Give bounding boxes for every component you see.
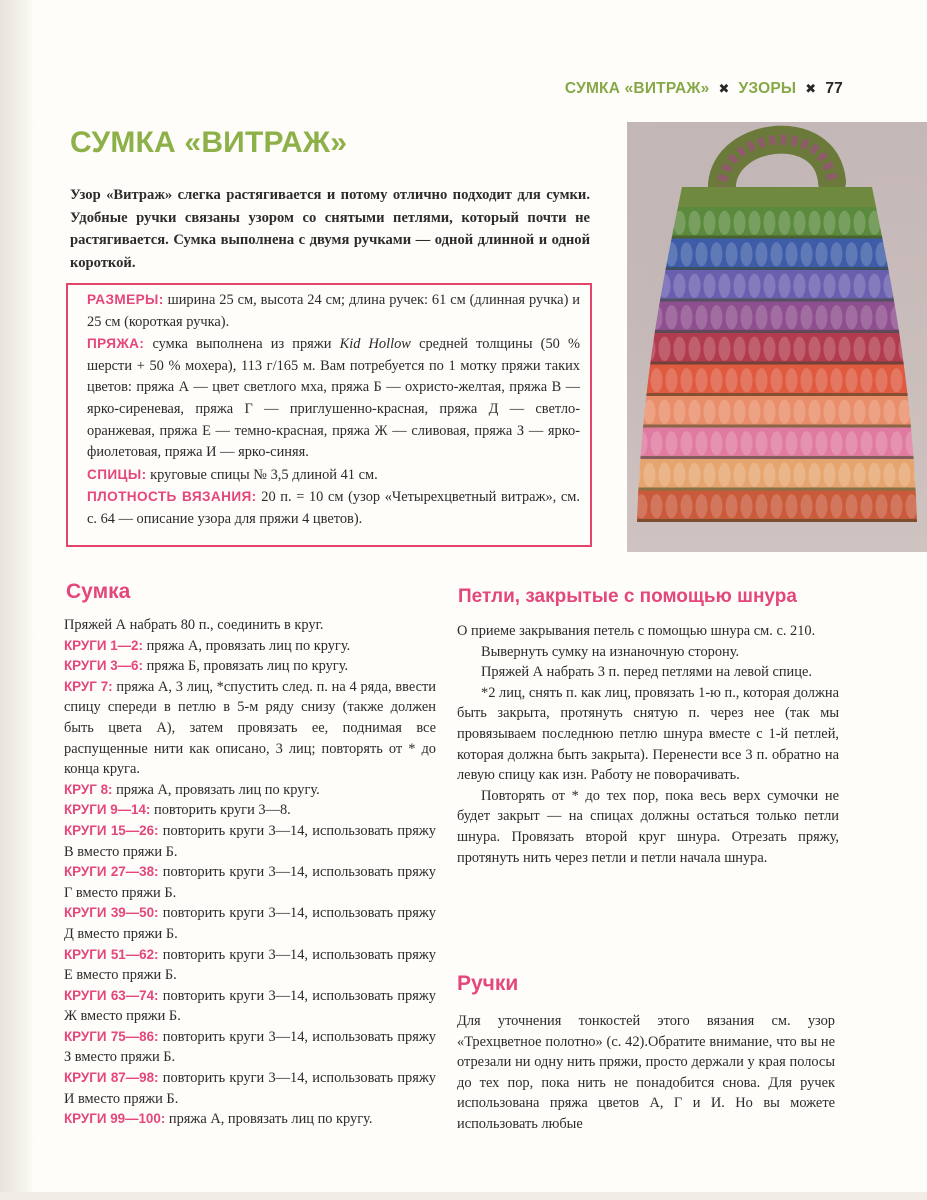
specs-box xyxy=(66,283,592,547)
spec-sizes xyxy=(87,289,580,333)
running-header xyxy=(565,77,843,101)
spec-needles xyxy=(87,464,580,487)
round-label: КРУГИ 51—62: xyxy=(64,946,159,962)
cord-instructions xyxy=(457,621,839,868)
separator-icon: ✖ xyxy=(805,81,817,96)
rounds-list xyxy=(64,636,436,1130)
round-row xyxy=(64,636,436,657)
cord-paragraph: Вывернуть сумку на изнаночную сторону. xyxy=(481,643,740,660)
bag-intro: Пряжей А набрать 80 п., соединить в круг. xyxy=(64,617,324,633)
cord-paragraph: *2 лиц, снять п. как лиц, провязать 1-ю п., которая должна быть закрыта, протянуть снятую п. через нее (так мы провязываем последнюю петлю шнура вместе с 1-й петлей, которая должна быть закрыта). Перенести все 3 п. обратно на левую спицу как изн. Работу не поворачивать. xyxy=(457,684,839,784)
round-row xyxy=(64,1109,436,1130)
round-row xyxy=(64,1068,436,1109)
round-row xyxy=(64,862,436,903)
round-row xyxy=(64,780,436,801)
handles-instructions xyxy=(457,1011,835,1135)
page-title: СУМКА «ВИТРАЖ» xyxy=(70,126,348,159)
round-label: КРУГИ 63—74: xyxy=(64,987,159,1003)
round-label: КРУГ 8: xyxy=(64,781,113,797)
spec-yarn-text-after: средней толщины (50 % шерсти + 50 % мохера), 113 г/165 м. Вам потребуется по 1 мотку пряжи таких цветов: пряжа А — цвет светлого мха, пряжа Б — охристо-желтая, пряжа В — ярко-сиреневая, пряжа Г — приглушенно-красная, пряжа Д — светло-оранжевая, пряжа Е — темно-красная, пряжа Ж — сливовая, пряжа З — ярко-фиолетовая, пряжа И — ярко-синяя. xyxy=(87,336,580,461)
spec-yarn-label: ПРЯЖА: xyxy=(87,336,145,352)
round-text: повторить круги 3—14, использовать пряжу Г вместо пряжи Б. xyxy=(64,864,436,901)
round-row xyxy=(64,677,436,780)
spec-gauge-text: 20 п. = 10 см (узор «Четырехцветный витраж», см. с. 64 — описание узора для пряжи 4 цветов). xyxy=(87,489,580,527)
running-header-section: СУМКА «ВИТРАЖ» xyxy=(564,80,710,97)
bag-instructions xyxy=(64,615,436,1130)
spec-needles-text: круговые спицы № 3,5 длиной 41 см. xyxy=(150,466,378,483)
round-label: КРУГИ 27—38: xyxy=(64,864,159,880)
round-label: КРУГИ 99—100: xyxy=(64,1111,166,1127)
separator-icon: ✖ xyxy=(718,81,730,96)
running-header-chapter: УЗОРЫ xyxy=(738,80,797,97)
cord-section-title: Петли, закрытые с помощью шнура xyxy=(458,586,797,607)
round-label: КРУГИ 87—98: xyxy=(64,1070,159,1086)
spec-gauge xyxy=(87,486,580,530)
page-gutter-shadow xyxy=(0,0,34,1200)
round-text: пряжа А, провязать лиц по кругу. xyxy=(146,637,351,654)
round-text: повторить круги 3—14, использовать пряжу Д вместо пряжи Б. xyxy=(64,905,436,942)
handles-section-title: Ручки xyxy=(457,972,519,995)
round-row xyxy=(64,1027,436,1068)
round-row xyxy=(64,903,436,944)
bag-body xyxy=(627,177,927,522)
spec-yarn xyxy=(87,333,580,464)
spec-yarn-brand: Kid Hollow xyxy=(339,336,411,353)
round-text: повторить круги 3—14, использовать пряжу Ж вместо пряжи Б. xyxy=(64,987,436,1025)
round-label: КРУГИ 9—14: xyxy=(64,802,151,818)
round-text: пряжа А, провязать лиц по кругу. xyxy=(116,781,320,798)
round-text: повторить круги 3—14, использовать пряжу Е вместо пряжи Б. xyxy=(64,946,436,984)
round-label: КРУГ 7: xyxy=(64,678,113,694)
cord-paragraph: Пряжей А набрать 3 п. перед петлями на левой спице. xyxy=(481,664,812,681)
spec-sizes-label: РАЗМЕРЫ: xyxy=(87,292,164,307)
round-label: КРУГИ 15—26: xyxy=(64,822,159,838)
round-row xyxy=(64,986,436,1027)
cord-paragraph: О приеме закрывания петель с помощью шнура см. с. 210. xyxy=(457,623,816,639)
cord-paragraph: Повторять от * до тех пор, пока весь верх сумочки не будет закрыт — на спицах должны остаться только петли шнура. Провязать второй круг шнура. Отрезать пряжу, протянуть нить через петли и петли начала шнура. xyxy=(457,787,839,866)
page-bottom-edge xyxy=(0,1192,927,1200)
round-text: повторить круги 3—8. xyxy=(154,802,291,819)
round-label: КРУГИ 39—50: xyxy=(64,905,159,921)
intro-paragraph: Узор «Витраж» слегка растягивается и потому отлично подходит для сумки. Удобные ручки связаны узором со снятыми петлями, который почти не растягивается. Сумка выполнена с двумя ручками — одной длинной и одной короткой. xyxy=(70,187,590,271)
spec-needles-label: СПИЦЫ: xyxy=(87,466,147,482)
bag-section-title: Сумка xyxy=(66,580,131,603)
round-label: КРУГИ 3—6: xyxy=(64,658,143,674)
round-text: пряжа А, провязать лиц по кругу. xyxy=(168,1111,373,1128)
spec-sizes-text: ширина 25 см, высота 24 см; длина ручек: 61 см (длинная ручка) и 25 см (короткая ручка). xyxy=(87,292,580,330)
knitted-bag-icon xyxy=(627,122,927,552)
page-number: 77 xyxy=(825,80,843,97)
spec-gauge-label: ПЛОТНОСТЬ ВЯЗАНИЯ: xyxy=(87,489,257,505)
spec-yarn-text-before: сумка выполнена из пряжи xyxy=(152,336,332,353)
round-label: КРУГИ 1—2: xyxy=(64,637,143,653)
round-text: повторить круги 3—14, использовать пряжу З вместо пряжи Б. xyxy=(64,1028,436,1066)
round-row xyxy=(64,656,436,677)
round-label: КРУГИ 75—86: xyxy=(64,1028,159,1044)
round-row xyxy=(64,821,436,862)
round-row xyxy=(64,945,436,986)
round-text: повторить круги 3—14, использовать пряжу И вместо пряжи Б. xyxy=(64,1070,436,1107)
round-text: пряжа Б, провязать лиц по кругу. xyxy=(146,658,349,675)
round-row xyxy=(64,800,436,821)
knitted-bag-photo xyxy=(627,122,927,552)
round-text: пряжа А, 3 лиц, *спустить след. п. на 4 ряда, ввести спицу спереди в петлю в 5-м ряду снизу (также должен быть цвета А), затем провязать ее, поднимая все распущенные нити как описано, 3 лиц; повторять от * до конца круга. xyxy=(64,678,436,778)
round-text: повторить круги 3—14, использовать пряжу В вместо пряжи Б. xyxy=(64,822,436,860)
handles-paragraph: Для уточнения тонкостей этого вязания см. узор «Трехцветное полотно» (с. 42).Обратите внимание, что вы не отрезали ни одну нить пряжи, просто держали у края полосы до тех пор, пока нить не понадобится снова. Для ручек использована пряжа цветов А, Г и И. Но вы можете использовать любые xyxy=(457,1013,835,1132)
